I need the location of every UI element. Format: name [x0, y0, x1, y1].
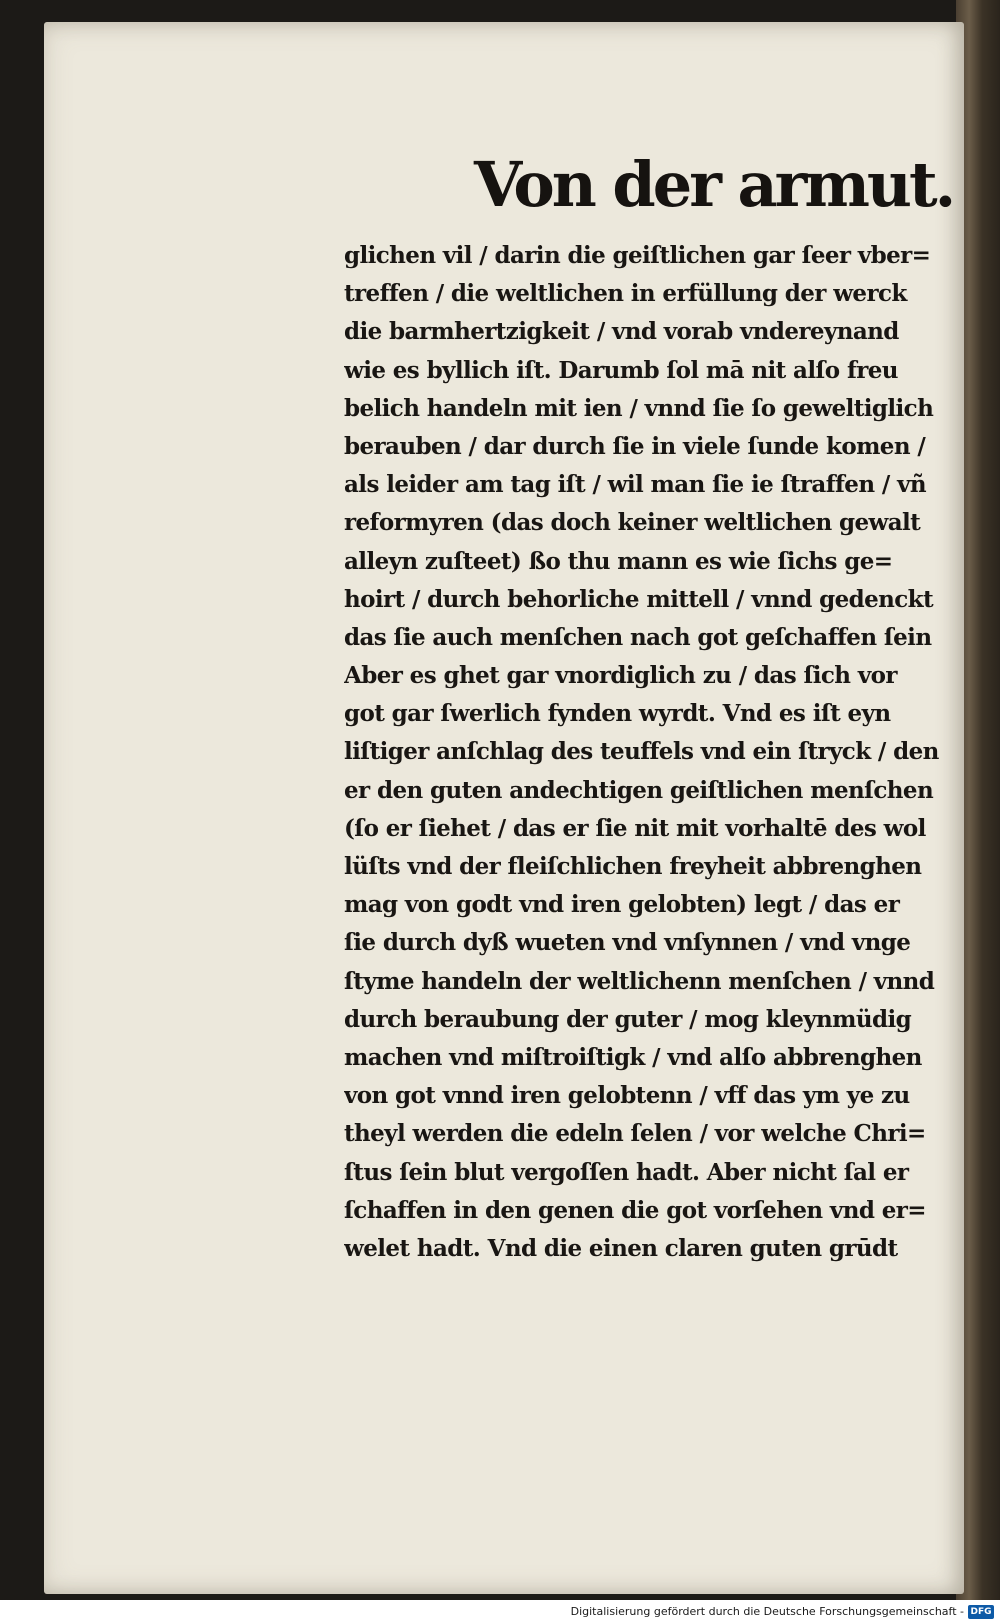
text-line: das ſie auch menſchen nach got geſchaffen ſein: [344, 623, 932, 651]
text-line: hoirt / durch behorliche mittell / vnnd gedenckt: [344, 585, 934, 613]
text-block: [344, 237, 974, 1268]
text-line: als leider am tag iſt / wil man ſie ie ſtraffen / vñ: [344, 471, 926, 499]
text-line: ſtus ſein blut vergoſſen hadt. Aber nicht ſal er: [344, 1158, 909, 1186]
text-line: wie es byllich iſt. Darumb ſol mā nit alſo freu: [344, 356, 898, 384]
text-line: mag von godt vnd iren gelobten) legt / das er: [344, 891, 900, 919]
text-line: durch beraubung der guter / mog kleynmüdig: [344, 1005, 912, 1033]
text-line: theyl werden die edeln ſelen / vor welche Chri=: [344, 1120, 926, 1148]
text-line: die barmhertzigkeit / vnd vorab vndereynand: [344, 318, 899, 346]
text-line: belich handeln mit ien / vnnd ſie ſo geweltiglich: [344, 394, 934, 422]
text-line: machen vnd miſtroiſtigk / vnd alſo abbrenghen: [344, 1043, 922, 1071]
text-line: ſtyme handeln der weltlichenn menſchen / vnnd: [344, 967, 935, 995]
text-line: alleyn zuſteet) ßo thu mann es wie ſichs ge=: [344, 547, 893, 575]
text-line: er den guten andechtigen geiſtlichen menſchen: [344, 776, 934, 804]
dfg-logo: DFG: [968, 1605, 994, 1619]
book-page: [44, 22, 964, 1594]
text-line: Aber es ghet gar vnordiglich zu / das ſich vor: [344, 662, 897, 690]
text-line: (ſo er ſiehet / das er ſie nit mit vorhaltē des wol: [344, 814, 926, 842]
text-line: von got vnnd iren gelobtenn / vff das ym ye zu: [344, 1082, 910, 1110]
footer-bar: [0, 1600, 1000, 1624]
text-line: treffen / die weltlichen in erfüllung der werck: [344, 280, 907, 308]
text-line: liſtiger anſchlag des teuffels vnd ein ſtryck / den: [344, 738, 939, 766]
footer-credit: Digitalisierung gefördert durch die Deutsche Forschungsgemeinschaft -: [570, 1605, 964, 1618]
text-line: lüſts vnd der fleiſchlichen freyheit abbrenghen: [344, 853, 922, 880]
text-line: glichen vil / darin die geiſtlichen gar ſeer vber=: [344, 242, 931, 269]
text-line: welet hadt. Vnd die einen claren guten grūdt: [344, 1234, 898, 1262]
running-header: Von der armut.: [474, 148, 954, 221]
text-line: reformyren (das doch keiner weltlichen gewalt: [344, 509, 921, 537]
text-line: ſie durch dyß wueten vnd vnſynnen / vnd vnge: [344, 929, 911, 957]
text-line: got gar ſwerlich fynden wyrdt. Vnd es iſt eyn: [344, 700, 891, 728]
text-line: berauben / dar durch ſie in viele ſunde komen /: [344, 432, 926, 460]
text-line: ſchaffen in den genen die got vorſehen vnd er=: [344, 1196, 926, 1224]
